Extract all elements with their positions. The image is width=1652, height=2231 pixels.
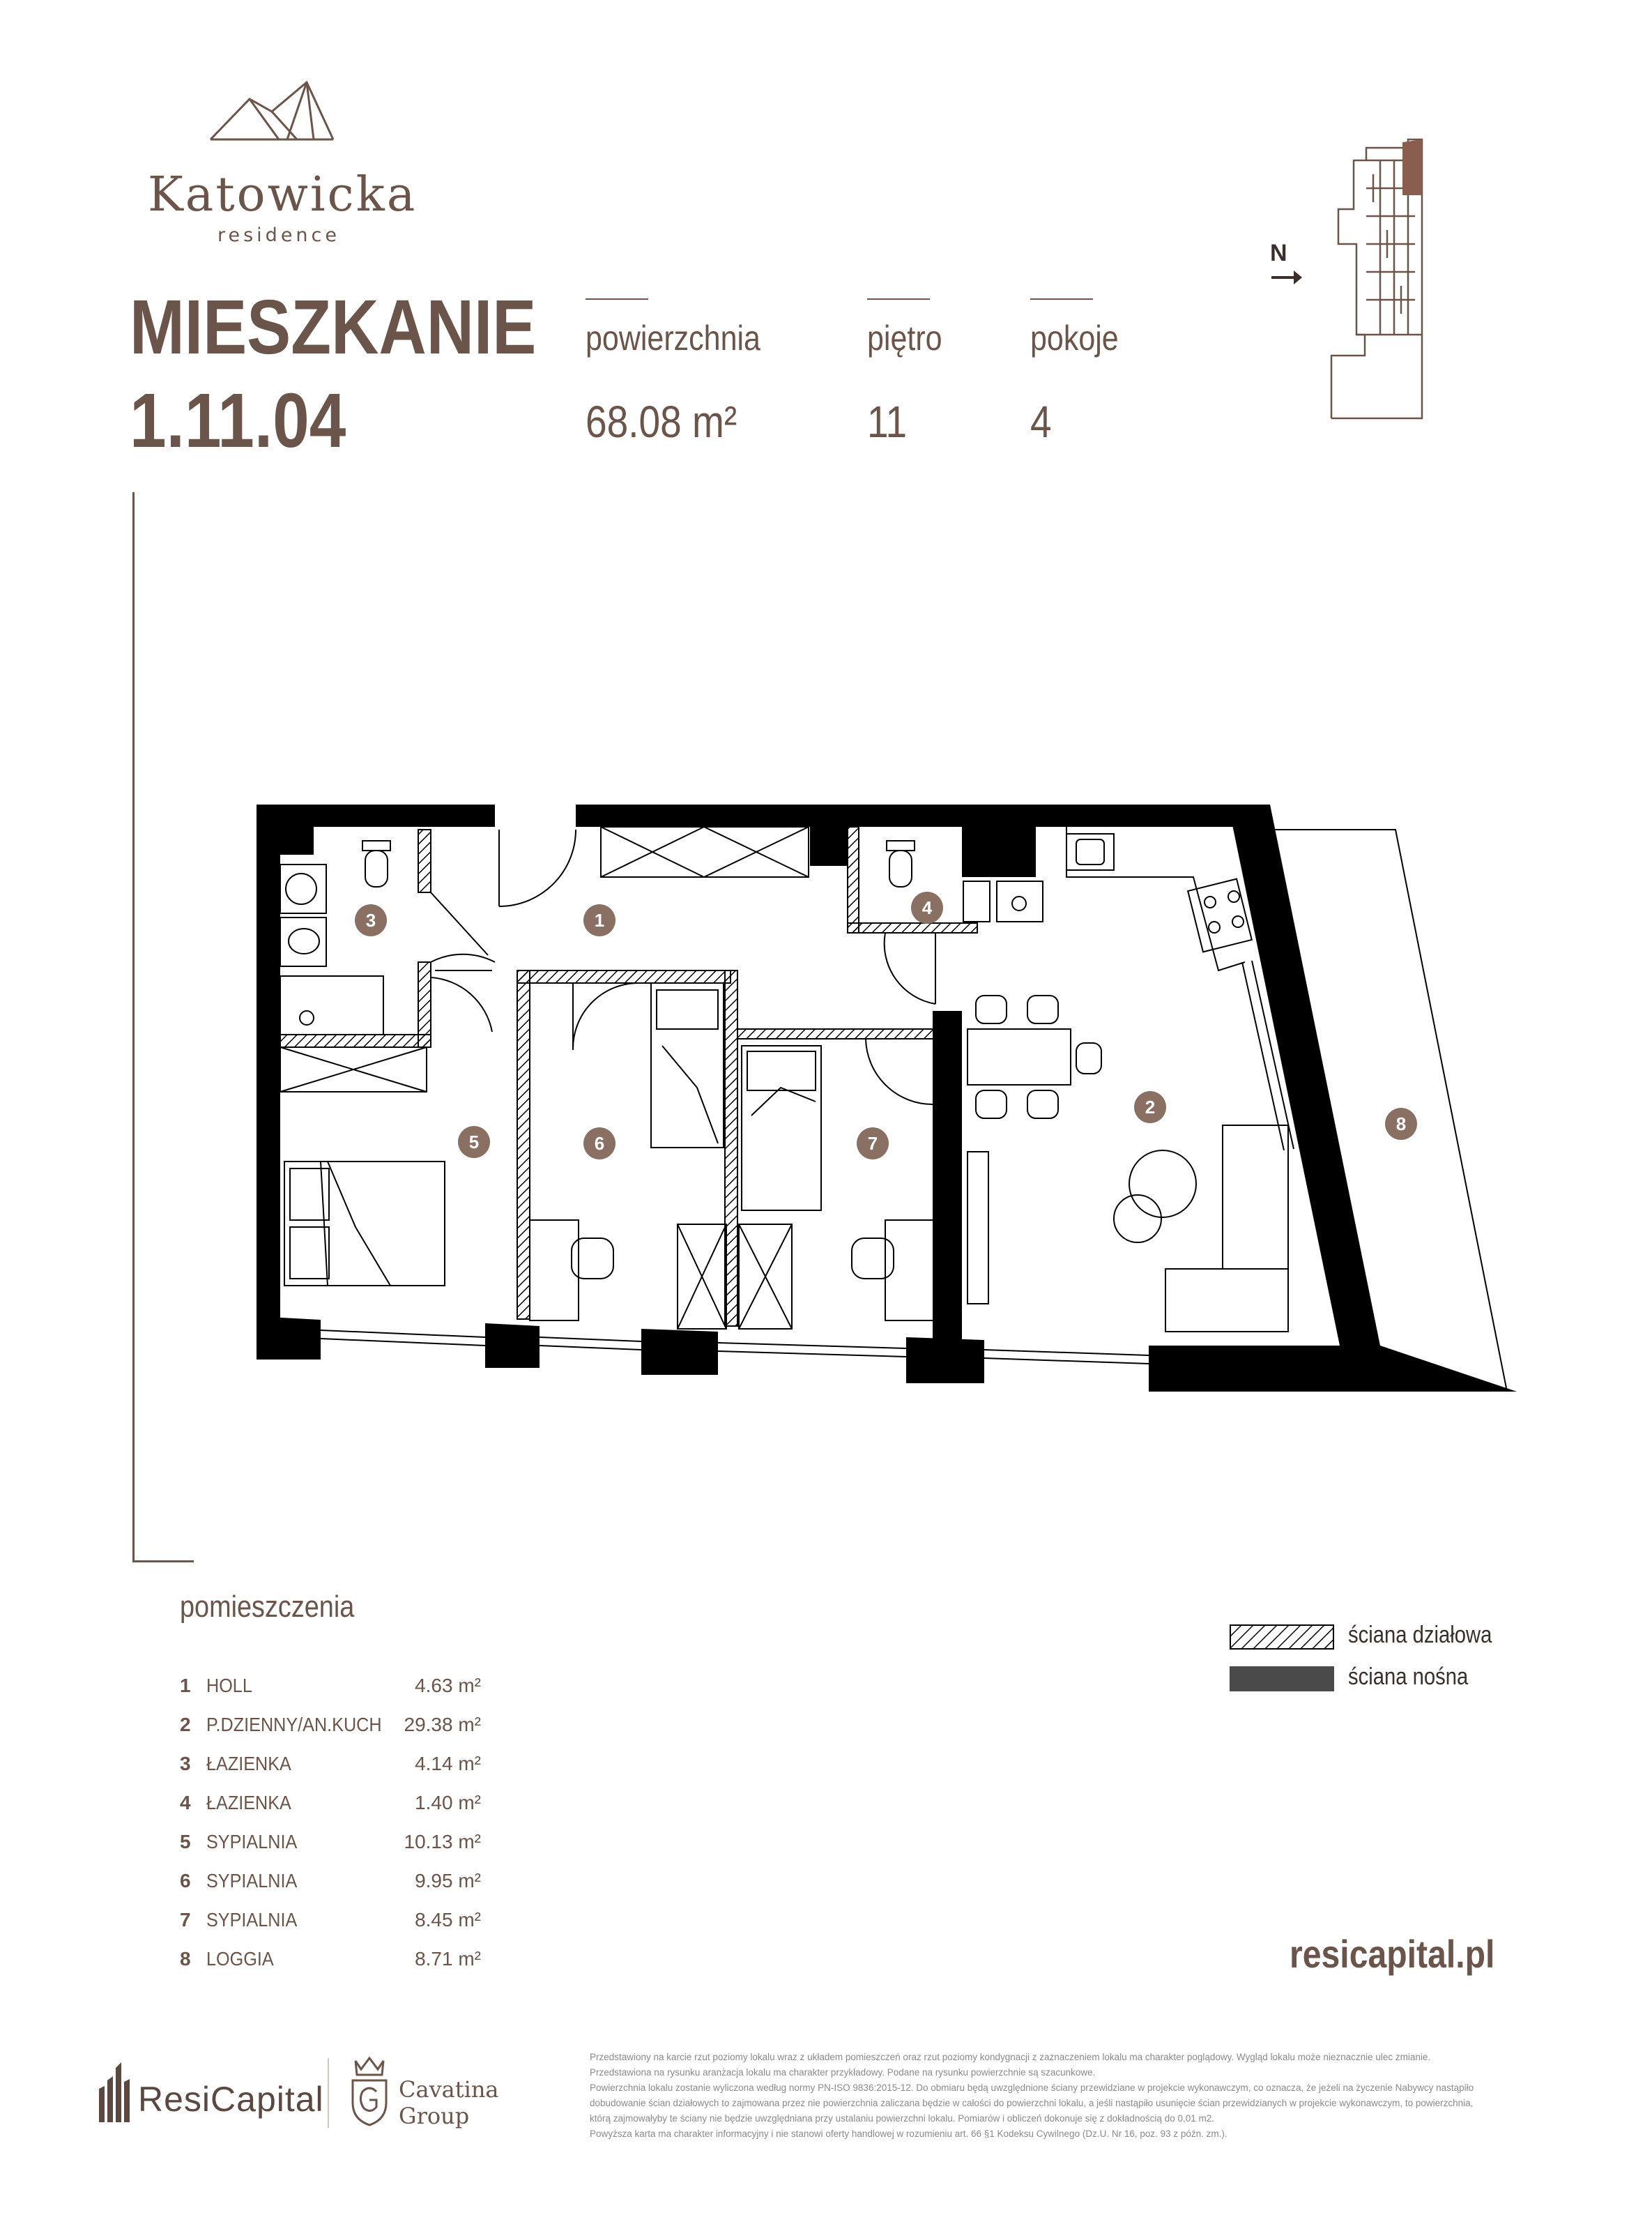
stat-value-area: 68.08 m² — [586, 397, 737, 447]
room-name: ŁAZIENKA — [206, 1792, 291, 1813]
disclaimer-line: Przedstawiona na rysunku aranżacja lokalu ma charakter przykładowy. Podane na rysunku powierzchnie są szacunkowe. — [590, 2067, 1096, 2078]
room-number: 5 — [180, 1831, 191, 1852]
room-row — [180, 1909, 487, 1937]
room-number: 3 — [180, 1753, 191, 1774]
room-row — [180, 1792, 487, 1820]
room-row — [180, 1870, 487, 1898]
room-area: 4.14 m² — [415, 1753, 481, 1774]
room-row — [180, 1831, 487, 1859]
rooms-heading: pomieszczenia — [180, 1590, 355, 1624]
room-marker-4: 4 — [921, 897, 933, 918]
room-number: 8 — [180, 1948, 191, 1970]
room-area: 4.63 m² — [415, 1675, 481, 1696]
unit-number: 1.11.04 — [130, 378, 346, 464]
resicapital-logo-text: ResiCapital — [138, 2080, 324, 2119]
kitchen-fixtures — [1066, 827, 1252, 970]
stat-label-floor: piętro — [867, 319, 942, 358]
room-name: HOLL — [206, 1675, 252, 1696]
room-number: 1 — [180, 1675, 191, 1696]
room-marker-2: 2 — [1145, 1097, 1156, 1118]
stat-label-area: powierzchnia — [586, 319, 760, 358]
disclaimer-line: Przedstawiony na karcie rzut poziomy lokalu wraz z układem pomieszczeń oraz rzut poziomy kondygnacji z zaznaczeniem lokalu ma charakter poglądowy. Wygląd lokalu może nieznacznie ulec zmianie. — [590, 2052, 1431, 2062]
disclaimer-line: Powyższa karta ma charakter informacyjny i nie stanowi oferty handlowej w rozumieniu art. 66 §1 Kodeksu Cywilnego (Dz.U. Nr 16, poz. 93 z późn. zm.). — [590, 2129, 1227, 2139]
partition-walls — [280, 827, 977, 1326]
room-area: 8.45 m² — [415, 1909, 481, 1931]
room-marker-7: 7 — [867, 1133, 878, 1154]
website-link[interactable]: resicapital.pl — [1290, 1932, 1495, 1976]
disclaimer — [590, 2050, 1489, 2142]
room-name: LOGGIA — [206, 1948, 274, 1970]
room-row — [180, 1714, 487, 1742]
disclaimer-line: Powierzchnia lokalu zostanie wyliczona według normy PN-ISO 9836:2015-12. Do obmiaru będą uwzględnione ściany przewidziane w projekcie wykonawczym, co oznacza, że jeżeli na życzenie Nabywcy nastąpiło dobudowanie ścian działowych to zajmowana przez nie powierzchnia zaliczana będzie w całości do powierzchni lokalu, a jeśli nastąpiło usunięcie ścian przewidzianych w projekcie wykonawczym, to powierzchnia, którą zajmowałyby te ściany nie będzie uwzględniana przy ustalaniu powierzchni lokalu. Pomiarów i obliczeń dokonuje się z dokładnością do 0,01 m2. — [590, 2082, 1474, 2124]
room-name: SYPIALNIA — [206, 1870, 298, 1891]
room-area: 1.40 m² — [415, 1792, 481, 1813]
room-marker-5: 5 — [468, 1132, 480, 1152]
room-name: SYPIALNIA — [206, 1909, 298, 1931]
stat-value-floor: 11 — [867, 397, 908, 447]
brand-name: Katowicka — [148, 167, 418, 222]
stat-label-rooms: pokoje — [1030, 319, 1119, 358]
doors — [431, 830, 935, 1104]
window-lines — [321, 961, 1294, 1364]
dining-set — [968, 996, 1101, 1118]
room-number: 2 — [180, 1714, 191, 1735]
room-area: 8.71 m² — [415, 1948, 481, 1970]
resicapital-logo-icon — [98, 2061, 132, 2124]
cavatina-crest-icon — [349, 2055, 390, 2128]
room-number: 7 — [180, 1909, 191, 1931]
room-marker-8: 8 — [1395, 1113, 1407, 1134]
room-area: 9.95 m² — [415, 1870, 481, 1891]
room-name: ŁAZIENKA — [206, 1753, 291, 1774]
room-name: P.DZIENNY/AN.KUCH — [206, 1714, 382, 1735]
room-row — [180, 1753, 487, 1781]
unit-title: MIESZKANIE — [130, 284, 537, 370]
cavatina-logo-line1: Cavatina — [399, 2076, 499, 2103]
room-name: SYPIALNIA — [206, 1831, 298, 1852]
legend-partition-swatch — [1230, 1624, 1334, 1650]
room-marker-3: 3 — [365, 910, 376, 931]
room-row — [180, 1675, 487, 1703]
room-number: 4 — [180, 1792, 191, 1813]
room-marker-1: 1 — [594, 910, 605, 931]
stat-value-rooms: 4 — [1030, 397, 1052, 447]
bathroom-fixtures — [280, 841, 1043, 1035]
legend-bearing-label: ściana nośna — [1348, 1663, 1469, 1690]
room-area: 29.38 m² — [404, 1714, 481, 1735]
north-label: N — [1270, 240, 1287, 266]
room-number: 6 — [180, 1870, 191, 1891]
room-area: 10.13 m² — [404, 1831, 481, 1852]
bearing-walls — [257, 805, 1517, 1392]
room-marker-6: 6 — [594, 1133, 605, 1154]
cavatina-logo-line2: Group — [399, 2103, 470, 2129]
brand-subtitle: residence — [217, 224, 341, 246]
living-furniture — [968, 1125, 1288, 1332]
room-row — [180, 1948, 487, 1976]
legend-bearing-swatch — [1230, 1666, 1334, 1691]
logo-divider — [328, 2058, 329, 2128]
legend-partition-label: ściana działowa — [1348, 1622, 1492, 1648]
